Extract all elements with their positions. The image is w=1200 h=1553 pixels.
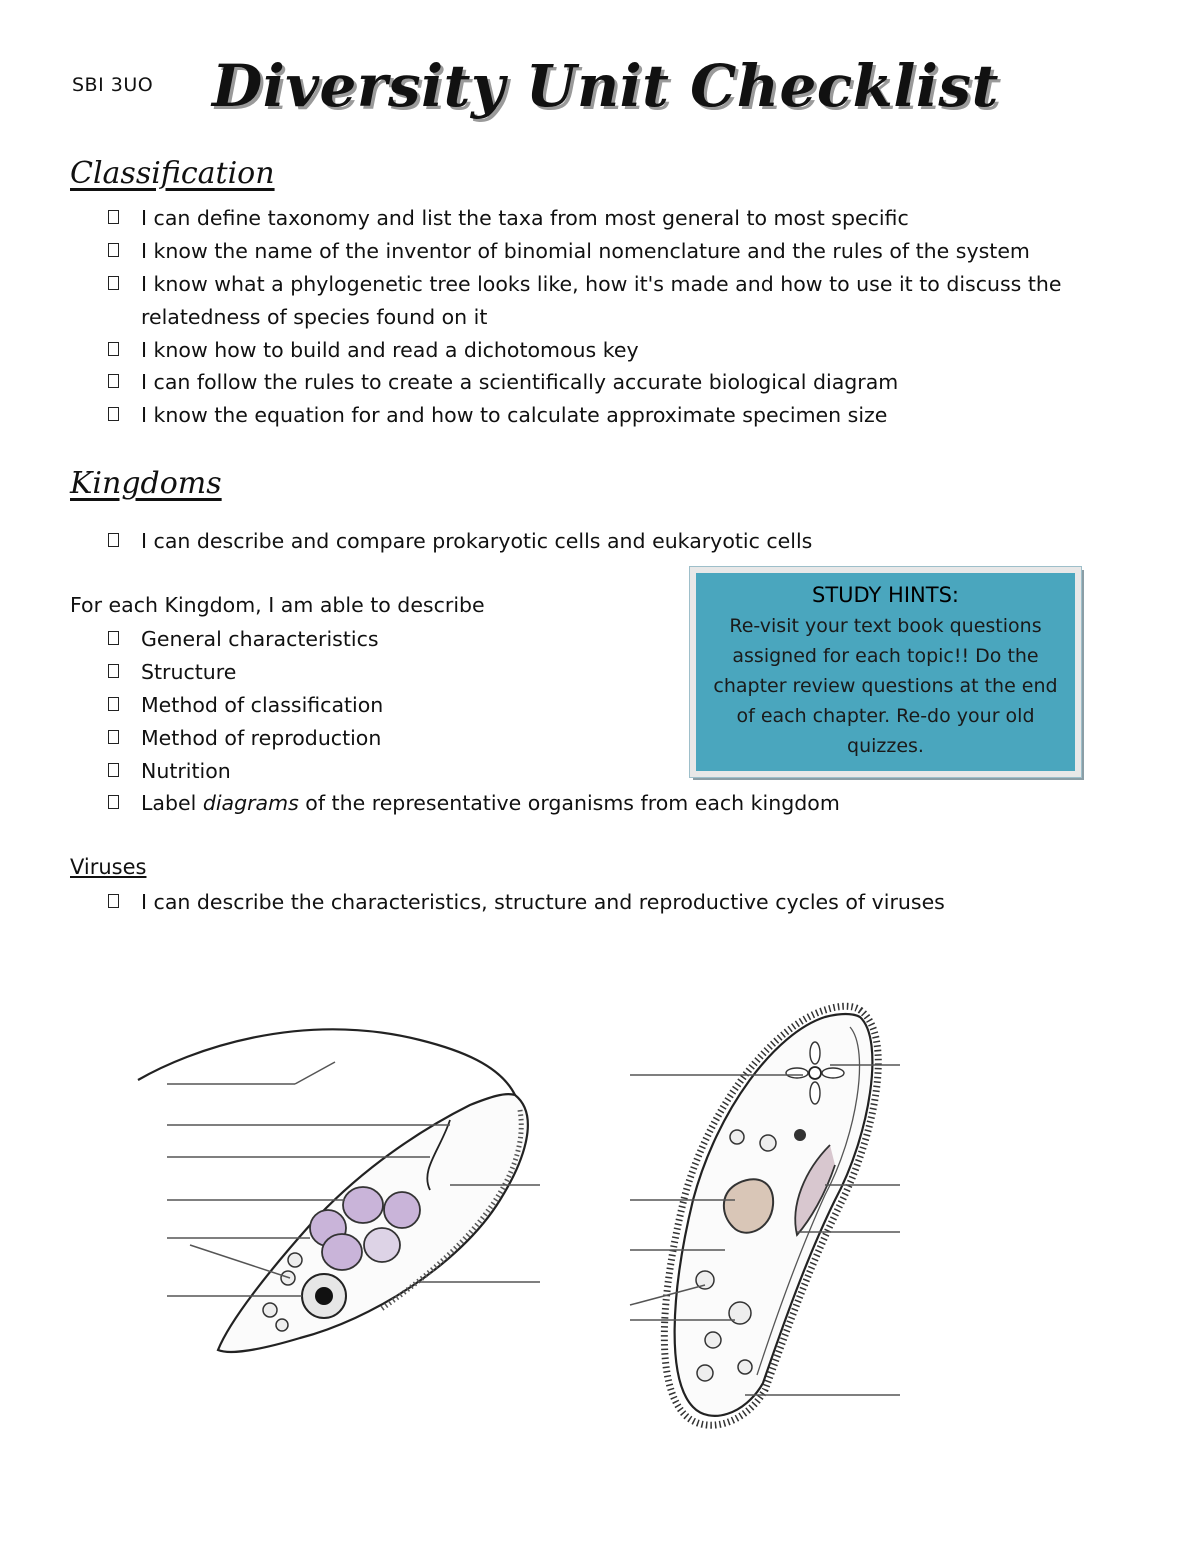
checkbox-icon[interactable] [108, 374, 119, 388]
checkbox-icon[interactable] [108, 763, 119, 777]
course-code: SBI 3UO [72, 74, 154, 96]
checkbox-icon[interactable] [108, 342, 119, 356]
checkbox-icon[interactable] [108, 210, 119, 224]
checkbox-icon[interactable] [108, 730, 119, 744]
kingdoms-heading: Kingdoms [70, 466, 222, 501]
paramecium-diagram [625, 995, 910, 1435]
checkbox-icon[interactable] [108, 243, 119, 257]
study-hints-box [690, 567, 1081, 777]
checkbox-icon[interactable] [108, 276, 119, 290]
kingdom-intro: For each Kingdom, I am able to describe [70, 593, 485, 617]
classification-heading: Classification [70, 156, 275, 191]
checkbox-icon[interactable] [108, 894, 119, 908]
checkbox-icon[interactable] [108, 631, 119, 645]
checkbox-icon[interactable] [108, 533, 119, 547]
checkbox-icon[interactable] [108, 407, 119, 421]
checkbox-icon[interactable] [108, 795, 119, 809]
checkbox-icon[interactable] [108, 664, 119, 678]
euglena-diagram [120, 1020, 560, 1380]
viruses-heading: Viruses [70, 855, 147, 879]
study-hints-heading: STUDY HINTS: [812, 583, 959, 607]
study-hints-body: Re-visit your text book questions assigned for each topic!! Do the chapter review questions at the end of each chapter. Re-do your old quizzes. [713, 615, 1058, 757]
checkbox-icon[interactable] [108, 697, 119, 711]
page-title: Diversity Unit Checklist [212, 52, 999, 120]
